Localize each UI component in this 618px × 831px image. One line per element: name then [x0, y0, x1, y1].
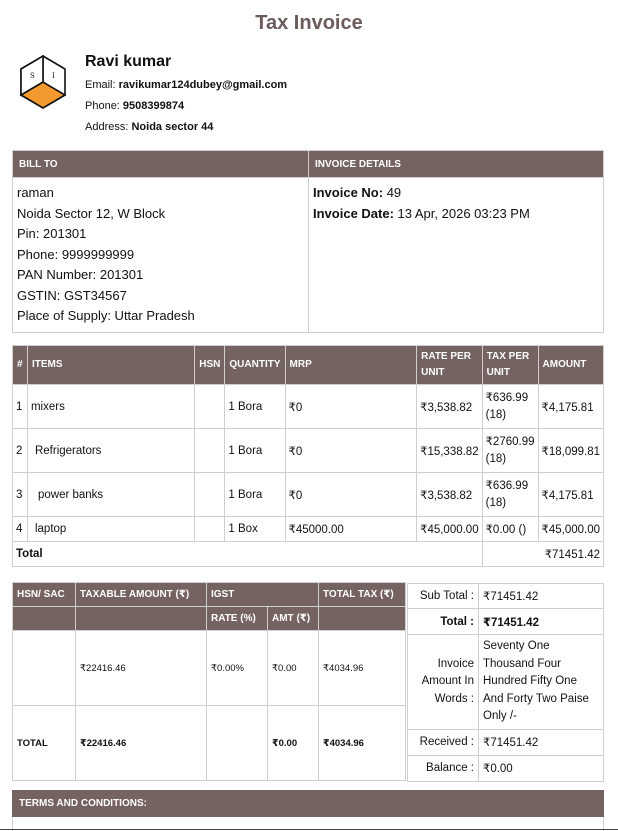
sub-total-value: ₹71451.42	[479, 584, 604, 609]
items-total-label: Total	[13, 542, 483, 567]
col-tax: TAX PER UNIT	[482, 346, 538, 385]
logo-letter-right: I	[52, 72, 55, 80]
page-title: Tax Invoice	[255, 12, 363, 34]
col-hsn-sac: HSN/ SAC	[13, 583, 76, 607]
table-row: ₹22416.46 ₹0.00% ₹0.00 ₹4034.96	[13, 631, 406, 706]
bill-to-gstin: GSTIN: GST34567	[17, 287, 127, 303]
page-bottom-divider	[0, 829, 618, 830]
sub-total-label: Sub Total :	[408, 584, 479, 609]
bill-to-name: raman	[17, 185, 54, 200]
col-taxable: TAXABLE AMOUNT (₹)	[76, 583, 207, 607]
bill-to-pin: Pin: 201301	[17, 226, 87, 241]
item-name: mixers	[27, 385, 194, 429]
col-items: ITEMS	[27, 346, 194, 385]
company-info	[85, 53, 287, 142]
bill-to-address: Noida Sector 12, W Block	[17, 205, 166, 221]
col-mrp: MRP	[285, 346, 417, 385]
amount-words-label: Invoice Amount In Words :	[408, 635, 479, 730]
amount-words-value: Seventy One Thousand Four Hundred Fifty One And Forty Two Paise Only /-	[479, 635, 604, 730]
received-label: Received :	[408, 729, 479, 755]
logo-letter-left: S	[30, 72, 35, 80]
items-total-row	[13, 542, 604, 567]
hsn-total-row: TOTAL ₹22416.46 ₹0.00 ₹4034.96	[13, 706, 406, 781]
terms-heading: TERMS AND CONDITIONS:	[12, 790, 604, 817]
balance-value: ₹0.00	[479, 755, 604, 781]
col-number: #	[13, 346, 28, 385]
invoice-details-block	[309, 178, 604, 333]
item-name: power banks	[27, 473, 194, 517]
invoice-details-heading: INVOICE DETAILS	[309, 151, 604, 178]
company-name: Ravi kumar	[85, 53, 172, 70]
items-table	[12, 345, 604, 567]
bill-to-heading: BILL TO	[13, 151, 309, 178]
company-email: Email: ravikumar124dubey@gmail.com	[85, 79, 288, 91]
company-phone-value: 9508399874	[122, 100, 185, 112]
items-total-value: ₹71451.42	[482, 542, 603, 567]
totals-table	[407, 583, 604, 782]
table-row: 4 laptop 1 Box ₹45000.00 ₹45,000.00 ₹0.00 () ₹45,000.00	[13, 517, 604, 542]
col-igst-amt: AMT (₹)	[268, 607, 319, 631]
received-value: ₹71451.42	[479, 729, 604, 755]
col-igst-rate: RATE (%)	[207, 607, 268, 631]
company-phone: Phone: 9508399874	[85, 100, 185, 112]
total-value: ₹71451.42	[479, 609, 604, 635]
bill-to-block	[13, 178, 309, 333]
invoice-date: Invoice Date: 13 Apr, 2026 03:23 PM	[313, 205, 530, 221]
bill-to-phone: Phone: 9999999999	[17, 246, 135, 262]
company-email-value: ravikumar124dubey@gmail.com	[118, 79, 288, 91]
invoice-number: Invoice No: 49	[313, 185, 402, 200]
item-name: Refrigerators	[27, 429, 194, 473]
table-row: 2 Refrigerators 1 Bora ₹0 ₹15,338.82 ₹2760.99 (18) ₹18,099.81	[13, 429, 604, 473]
col-quantity: QUANTITY	[225, 346, 285, 385]
cube-logo-icon	[18, 54, 68, 110]
bill-table	[12, 150, 604, 333]
company-address-value: Noida sector 44	[131, 121, 214, 133]
balance-label: Balance :	[408, 755, 479, 781]
hsn-table	[12, 582, 406, 781]
col-total-tax: TOTAL TAX (₹)	[319, 583, 406, 607]
col-amount: AMOUNT	[538, 346, 603, 385]
col-igst: IGST	[207, 583, 319, 607]
table-row: 3 power banks 1 Bora ₹0 ₹3,538.82 ₹636.99 (18) ₹4,175.81	[13, 473, 604, 517]
company-address: Address: Noida sector 44	[85, 121, 214, 133]
bill-to-pan: PAN Number: 201301	[17, 267, 144, 282]
item-name: laptop	[27, 517, 194, 542]
col-hsn: HSN	[195, 346, 225, 385]
col-rate: RATE PER UNIT	[417, 346, 482, 385]
bill-to-place: Place of Supply: Uttar Pradesh	[17, 308, 195, 323]
total-label: Total :	[408, 609, 479, 635]
table-row: 1 mixers 1 Bora ₹0 ₹3,538.82 ₹636.99 (18) ₹4,175.81	[13, 385, 604, 429]
